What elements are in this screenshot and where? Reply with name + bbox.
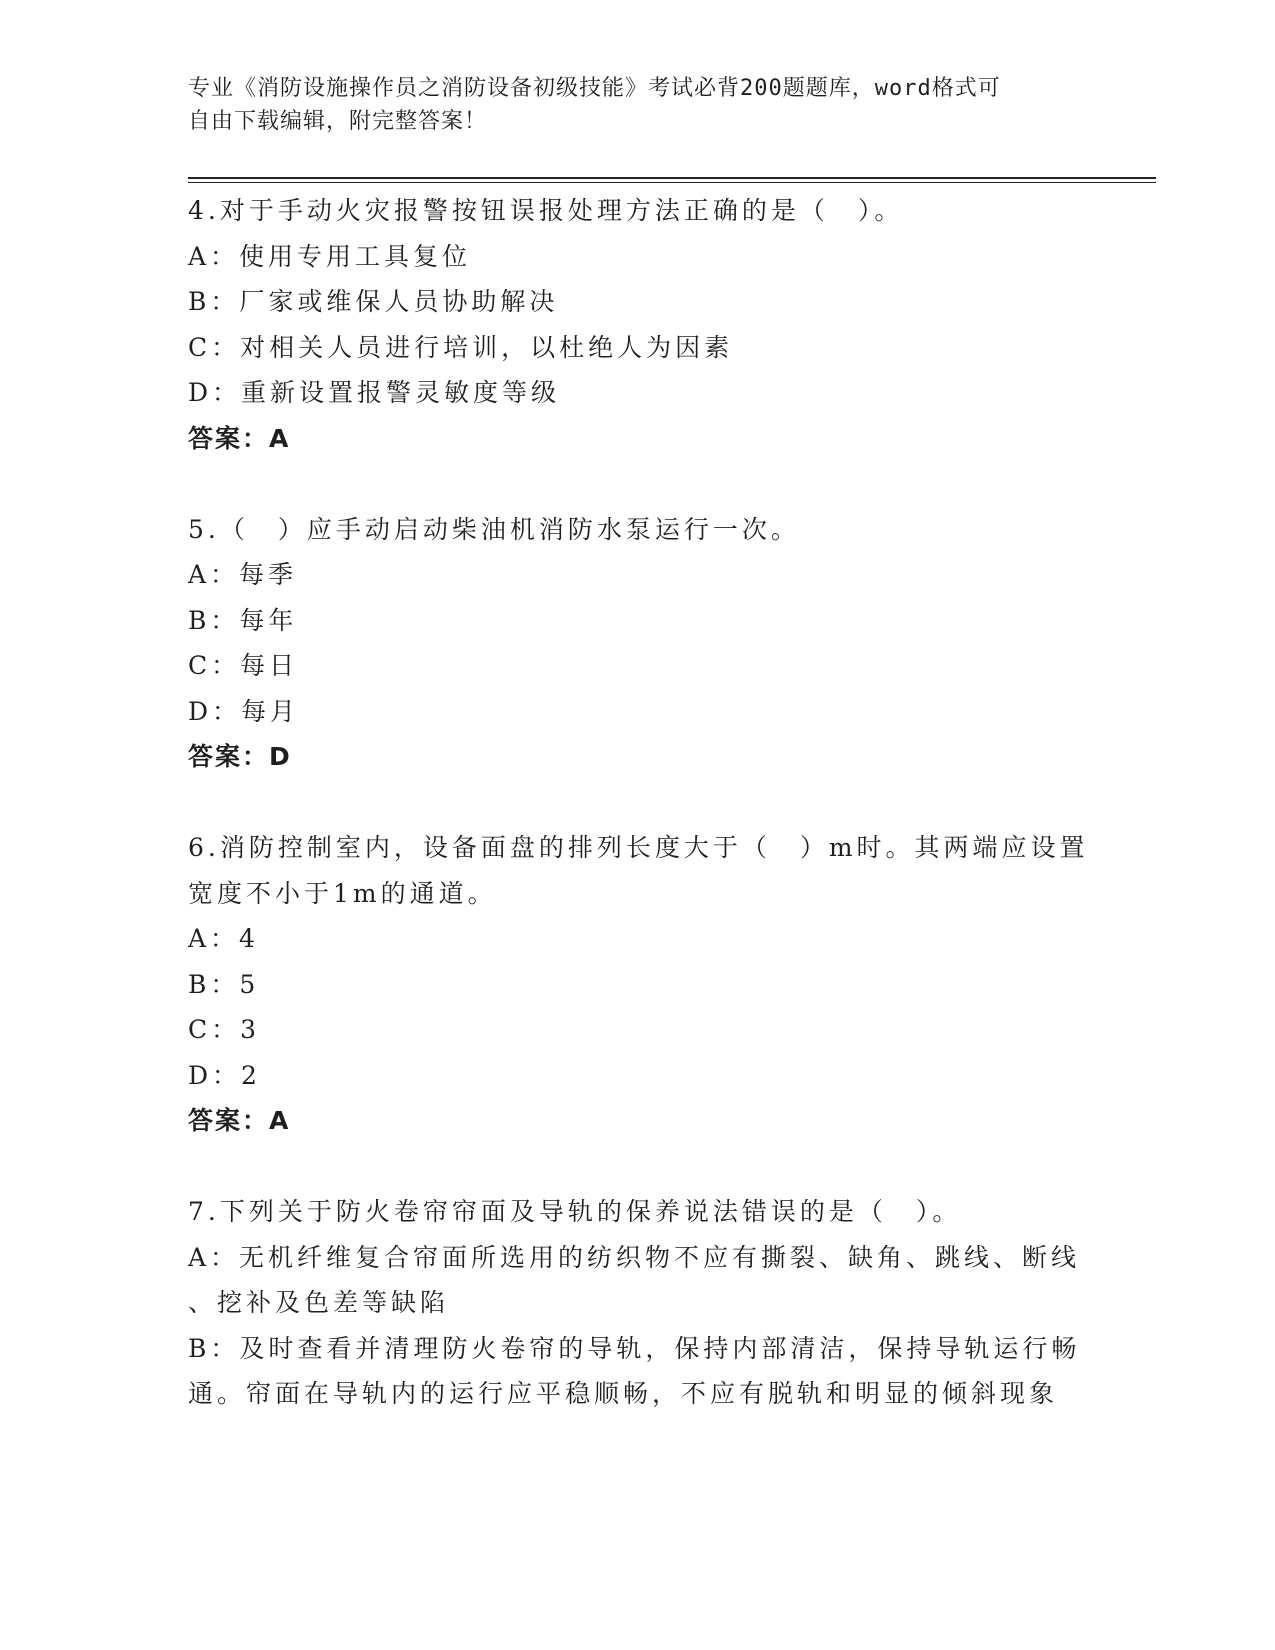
answer-label: 答案：A	[188, 423, 291, 453]
option-b: B：厂家或维保人员协助解决	[188, 287, 559, 316]
option-b: B：及时查看并清理防火卷帘的导轨，保持内部清洁，保持导轨运行畅	[188, 1333, 1081, 1363]
option-b-continued: 通。帘面在导轨内的运行应平稳顺畅，不应有脱轨和明显的倾斜现象	[188, 1379, 1059, 1408]
header-divider	[188, 177, 1156, 179]
question-block	[188, 507, 1088, 780]
option-d: D：每月	[188, 696, 300, 726]
question-block	[188, 825, 1088, 1144]
option-a-continued: 、挖补及色差等缺陷	[188, 1288, 450, 1317]
question-stem-continued: 宽度不小于1m的通道。	[188, 878, 497, 908]
header-line: 自由下载编辑，附完整答案！	[188, 109, 488, 134]
option-a: A：4	[188, 924, 259, 953]
question-stem: 5.（ ）应手动启动柴油机消防水泵运行一次。	[188, 514, 800, 544]
option-a: A：每季	[188, 560, 298, 589]
option-d: D：2	[188, 1060, 261, 1090]
option-a: A：无机纤维复合帘面所选用的纺织物不应有撕裂、缺角、跳线、断线	[188, 1242, 1081, 1272]
answer-label: 答案：D	[188, 742, 292, 771]
option-b: B：每年	[188, 605, 298, 635]
question-stem: 6.消防控制室内，设备面盘的排列长度大于（ ）m时。其两端应设置	[188, 833, 1089, 862]
header-divider	[188, 182, 1156, 183]
option-c: C：每日	[188, 651, 299, 680]
document-header	[188, 72, 1068, 138]
option-a: A：使用专用工具复位	[188, 241, 472, 271]
option-c: C：3	[188, 1015, 261, 1044]
question-block	[188, 188, 1088, 461]
option-d: D：重新设置报警灵敏度等级	[188, 378, 561, 407]
option-c: C：对相关人员进行培训，以杜绝人为因素	[188, 332, 734, 362]
question-stem: 7.下列关于防火卷帘帘面及导轨的保养说法错误的是（ ）。	[188, 1197, 962, 1226]
answer-label: 答案：A	[188, 1106, 291, 1135]
question-block	[188, 1189, 1088, 1417]
option-b: B：5	[188, 969, 260, 999]
question-stem: 4.对于手动火灾报警按钮误报处理方法正确的是（ ）。	[188, 196, 904, 225]
header-line: 专业《消防设施操作员之消防设备初级技能》考试必背200题题库，word格式可	[188, 76, 1001, 101]
question-list	[188, 188, 1088, 1417]
